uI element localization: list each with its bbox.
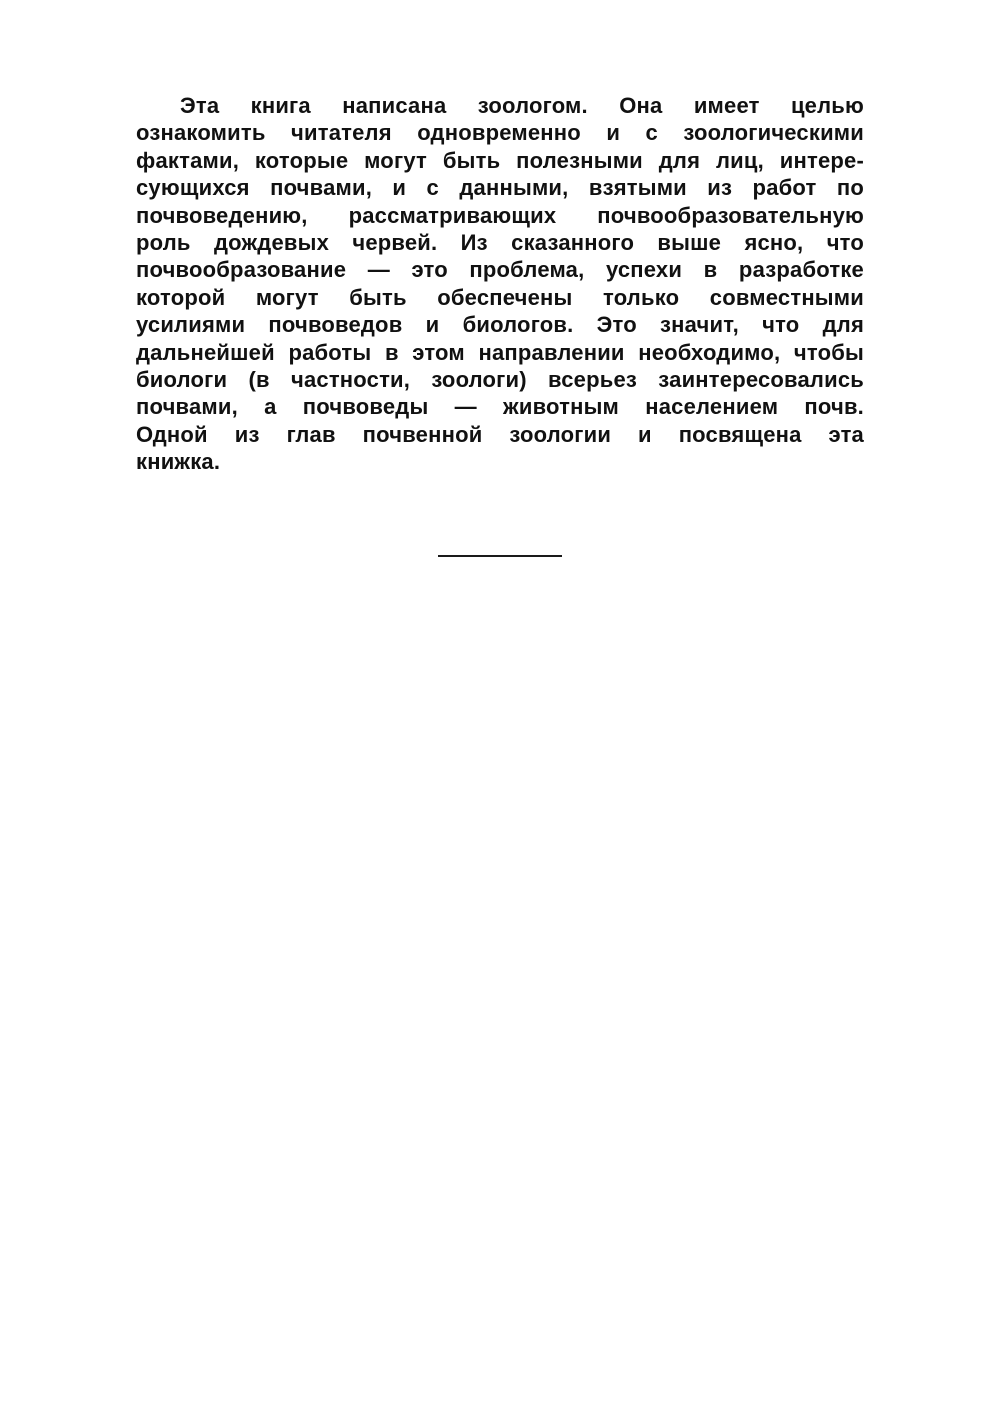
paragraph-line-7: почвообразование — это проблема, успехи в разработке xyxy=(136,257,864,283)
paragraph-line-8: которой могут быть обеспечены только совместными xyxy=(136,284,864,310)
paragraph-line-9: усилиями почвоведов и биологов. Это значит, что для xyxy=(136,312,864,338)
paragraph-line-6: роль дождевых червей. Из сказанного выше ясно, что xyxy=(136,229,864,255)
section-divider xyxy=(438,555,562,557)
body-paragraph xyxy=(136,92,864,475)
paragraph-line-4: сующихся почвами, и с данными, взятыми из работ по xyxy=(136,175,864,201)
paragraph-line-14: книжка. xyxy=(136,449,221,475)
paragraph-line-11: биологи (в частности, зоологи) всерьез заинтересовались xyxy=(136,366,864,392)
paragraph-line-3: фактами, которые могут быть полезными для лиц, интере- xyxy=(136,147,864,173)
paragraph-line-1: Эта книга написана зоологом. Она имеет целью xyxy=(180,93,864,118)
paragraph-line-13: Одной из глав почвенной зоологии и посвящена эта xyxy=(136,421,864,447)
paragraph-line-5: почвоведению, рассматривающих почвообразовательную xyxy=(136,202,864,228)
paragraph-line-10: дальнейшей работы в этом направлении необходимо, чтобы xyxy=(136,339,864,365)
paragraph-line-2: ознакомить читателя одновременно и с зоологическими xyxy=(136,120,864,146)
paragraph-line-12: почвами, а почвоведы — животным населением почв. xyxy=(136,394,864,420)
